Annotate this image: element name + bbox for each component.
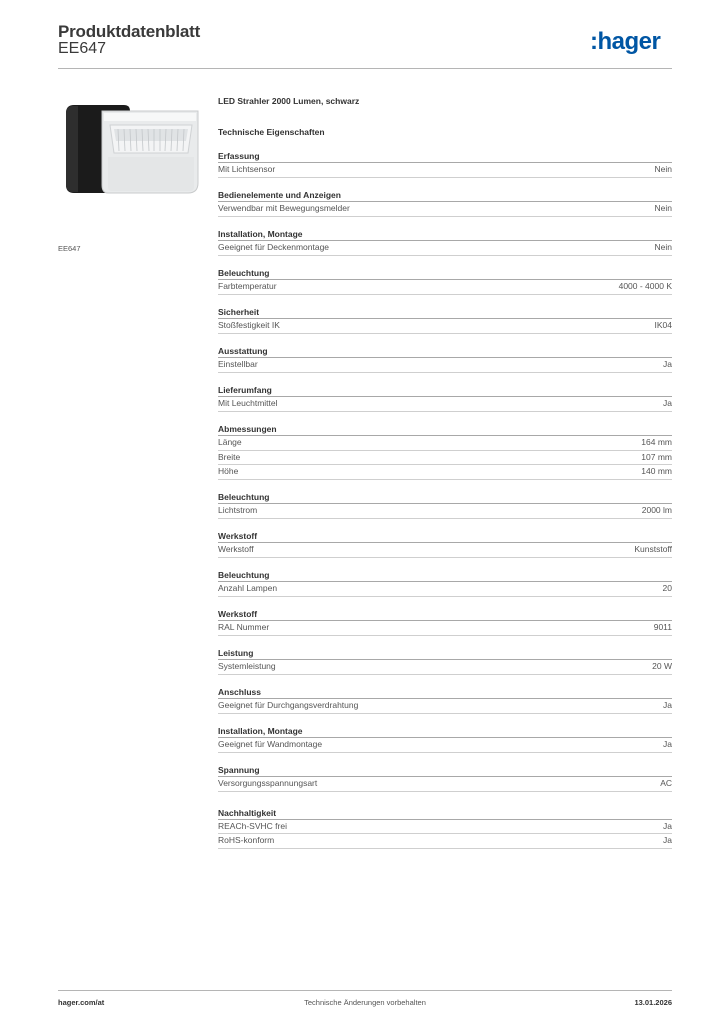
- spec-group-title: Lieferumfang: [218, 383, 672, 397]
- footer-website[interactable]: hager.com/at: [58, 998, 105, 1007]
- spec-label: Mit Lichtsensor: [218, 164, 276, 174]
- spec-value: Kunststoff: [634, 544, 672, 554]
- spec-value: 20: [662, 583, 672, 593]
- spec-group-title: Werkstoff: [218, 607, 672, 621]
- spec-group-title: Beleuchtung: [218, 490, 672, 504]
- spec-label: Farbtemperatur: [218, 281, 277, 291]
- spec-value: Ja: [663, 398, 672, 408]
- spec-group-title: Installation, Montage: [218, 724, 672, 738]
- spec-label: REACh-SVHC frei: [218, 820, 287, 831]
- spec-value: Nein: [654, 242, 672, 252]
- spec-value: Ja: [663, 835, 672, 845]
- spec-group-title: Nachhaltigkeit: [218, 806, 672, 820]
- logo-text: :hager: [590, 28, 661, 54]
- page-header: [58, 20, 672, 70]
- group-spacer: [218, 714, 672, 725]
- spec-group-title: Werkstoff: [218, 529, 672, 543]
- spec-group: [218, 646, 672, 675]
- spec-row: [218, 621, 672, 636]
- spec-value: Nein: [654, 164, 672, 174]
- hager-logo: [590, 28, 672, 54]
- spec-value: 2000 lm: [641, 505, 672, 515]
- spec-value: Ja: [663, 359, 672, 369]
- group-spacer: [218, 792, 672, 806]
- spec-group-title: Leistung: [218, 646, 672, 660]
- spec-row: [218, 397, 672, 412]
- spec-group: [218, 227, 672, 256]
- spec-group-title: Beleuchtung: [218, 568, 672, 582]
- spec-group-title: Sicherheit: [218, 305, 672, 319]
- spec-value: IK04: [654, 320, 672, 330]
- product-description: LED Strahler 2000 Lumen, schwarz: [218, 96, 360, 106]
- spec-group: [218, 344, 672, 373]
- spec-group-title: Abmessungen: [218, 422, 672, 436]
- spec-row: [218, 202, 672, 217]
- spec-group-title: Installation, Montage: [218, 227, 672, 241]
- spec-group: [218, 607, 672, 636]
- spec-row: [218, 777, 672, 792]
- spec-group: [218, 383, 672, 412]
- group-spacer: [218, 480, 672, 491]
- spec-label: Höhe: [218, 466, 239, 476]
- spec-group-title: Anschluss: [218, 685, 672, 699]
- spec-row: [218, 280, 672, 295]
- group-spacer: [218, 412, 672, 423]
- spec-value: 140 mm: [641, 466, 672, 476]
- group-spacer: [218, 519, 672, 530]
- spec-label: Verwendbar mit Bewegungsmelder: [218, 203, 350, 213]
- spec-group: [218, 568, 672, 597]
- spec-row: [218, 465, 672, 480]
- spec-label: Anzahl Lampen: [218, 583, 278, 593]
- spec-label: Länge: [218, 437, 242, 447]
- spec-groups: [218, 149, 672, 849]
- spec-row: [218, 358, 672, 373]
- spec-group-title: Erfassung: [218, 149, 672, 163]
- group-spacer: [218, 295, 672, 306]
- led-floodlight-icon: [58, 95, 202, 239]
- spec-group: [218, 529, 672, 558]
- spec-group-title: Spannung: [218, 763, 672, 777]
- section-heading: Technische Eigenschaften: [218, 127, 325, 137]
- footer-date: 13.01.2026: [634, 998, 672, 1007]
- spec-group: [218, 806, 672, 849]
- spec-value: 164 mm: [641, 437, 672, 447]
- group-spacer: [218, 178, 672, 189]
- spec-value: Ja: [663, 700, 672, 710]
- spec-label: Geeignet für Durchgangsverdrahtung: [218, 700, 359, 710]
- spec-group: [218, 763, 672, 792]
- group-spacer: [218, 334, 672, 345]
- product-specifications: [218, 96, 672, 849]
- spec-label: Einstellbar: [218, 359, 258, 369]
- document-title: Produktdatenblatt: [58, 22, 201, 41]
- spec-group: [218, 305, 672, 334]
- spec-value: 20 W: [652, 661, 672, 671]
- spec-label: Werkstoff: [218, 544, 254, 554]
- spec-group: [218, 188, 672, 217]
- group-spacer: [218, 675, 672, 686]
- header-divider: [58, 68, 672, 69]
- group-spacer: [218, 217, 672, 228]
- spec-row: [218, 319, 672, 334]
- spec-group-title: Bedienelemente und Anzeigen: [218, 188, 672, 202]
- spec-row: [218, 241, 672, 256]
- image-caption: EE647: [58, 244, 81, 253]
- spec-label: RoHS-konform: [218, 835, 275, 845]
- spec-row: [218, 451, 672, 466]
- group-spacer: [218, 636, 672, 647]
- product-code: EE647: [58, 40, 107, 57]
- spec-value: Ja: [663, 739, 672, 749]
- page-footer: [58, 996, 672, 1010]
- group-spacer: [218, 373, 672, 384]
- group-spacer: [218, 558, 672, 569]
- spec-row: [218, 436, 672, 451]
- spec-row: [218, 504, 672, 519]
- spec-label: Breite: [218, 451, 241, 462]
- spec-row: [218, 660, 672, 675]
- spec-value: Nein: [654, 203, 672, 213]
- spec-row: [218, 582, 672, 597]
- spec-value: AC: [660, 778, 672, 788]
- spec-group-title: Beleuchtung: [218, 266, 672, 280]
- spec-label: Geeignet für Wandmontage: [218, 739, 323, 749]
- footer-notice: Technische Änderungen vorbehalten: [304, 998, 426, 1007]
- spec-value: 107 mm: [641, 451, 672, 462]
- spec-group-title: Ausstattung: [218, 344, 672, 358]
- spec-row: [218, 834, 672, 849]
- spec-label: Versorgungsspannungsart: [218, 778, 318, 788]
- group-spacer: [218, 597, 672, 608]
- spec-value: 4000 - 4000 K: [618, 281, 672, 291]
- spec-label: Geeignet für Deckenmontage: [218, 242, 330, 252]
- spec-label: Systemleistung: [218, 661, 276, 671]
- spec-value: Ja: [663, 820, 672, 831]
- footer-divider: [58, 990, 672, 991]
- spec-row: [218, 163, 672, 178]
- spec-group: [218, 266, 672, 295]
- spec-label: Mit Leuchtmittel: [218, 398, 278, 408]
- group-spacer: [218, 256, 672, 267]
- group-spacer: [218, 753, 672, 764]
- spec-row: [218, 738, 672, 753]
- spec-group: [218, 422, 672, 480]
- spec-group: [218, 724, 672, 753]
- spec-group: [218, 149, 672, 178]
- spec-group: [218, 685, 672, 714]
- spec-label: Lichtstrom: [218, 505, 258, 515]
- spec-label: Stoßfestigkeit IK: [218, 320, 280, 330]
- spec-value: 9011: [653, 622, 672, 632]
- spec-row: [218, 699, 672, 714]
- spec-row: [218, 543, 672, 558]
- spec-label: RAL Nummer: [218, 622, 270, 632]
- spec-row: [218, 820, 672, 835]
- spec-group: [218, 490, 672, 519]
